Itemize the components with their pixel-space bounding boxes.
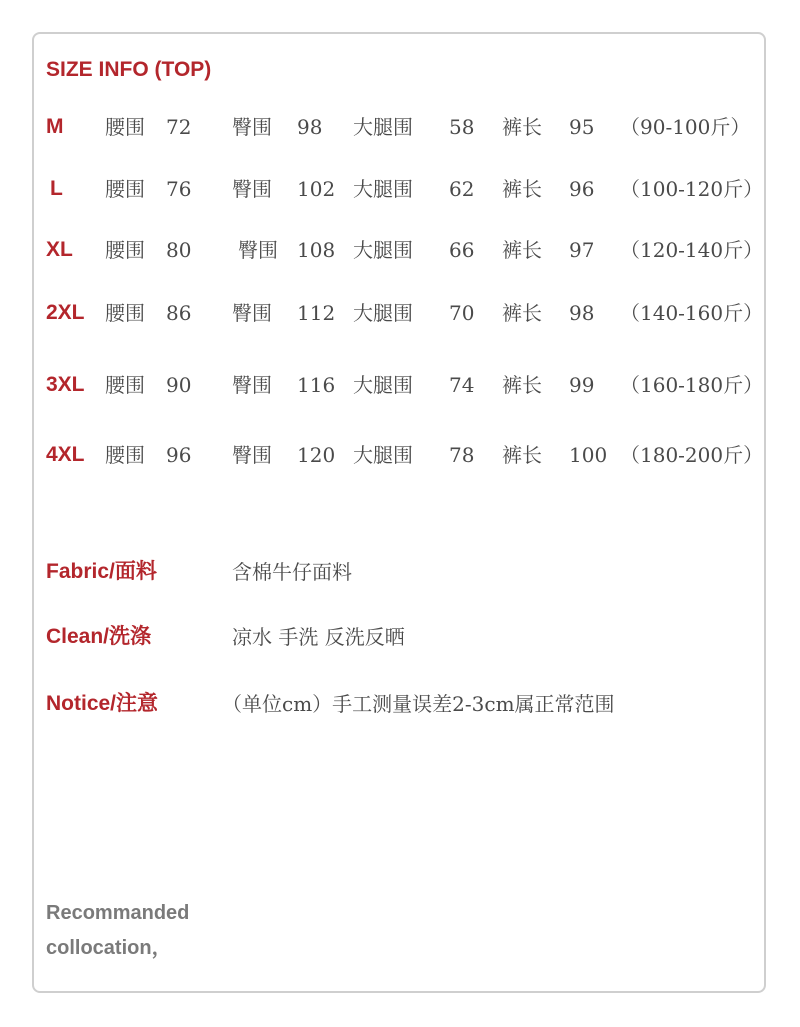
clean-value: 凉水 手洗 反洗反晒 xyxy=(232,625,405,649)
thigh-label: 大腿围 xyxy=(353,301,413,325)
thigh-label: 大腿围 xyxy=(353,373,413,397)
hip-value: 102 xyxy=(297,177,336,201)
waist-label: 腰围 xyxy=(105,373,145,397)
hip-label: 臀围 xyxy=(232,177,272,201)
notice-value: （单位cm）手工测量误差2-3cm属正常范围 xyxy=(222,692,615,716)
weight-range: （90-100斤） xyxy=(620,115,751,139)
length-value: 95 xyxy=(569,115,595,139)
hip-value: 112 xyxy=(297,301,336,325)
waist-value: 76 xyxy=(166,177,192,201)
hip-value: 116 xyxy=(297,373,336,397)
waist-label: 腰围 xyxy=(105,238,145,262)
hip-value: 120 xyxy=(297,443,336,467)
hip-value: 98 xyxy=(297,115,323,139)
size-label: L xyxy=(50,177,63,200)
waist-value: 80 xyxy=(166,238,192,262)
notice-label: Notice/注意 xyxy=(46,692,159,715)
thigh-value: 74 xyxy=(449,373,475,397)
thigh-label: 大腿围 xyxy=(353,115,413,139)
hip-label: 臀围 xyxy=(238,238,278,262)
size-info-title: SIZE INFO (TOP) xyxy=(46,58,212,81)
recommend-heading-line1: Recommanded xyxy=(46,902,190,924)
waist-label: 腰围 xyxy=(105,115,145,139)
size-row-4xl xyxy=(0,440,800,470)
length-label: 裤长 xyxy=(502,301,542,325)
length-value: 96 xyxy=(569,177,595,201)
size-label: 3XL xyxy=(46,373,85,396)
size-label: M xyxy=(46,115,64,138)
hip-label: 臀围 xyxy=(232,373,272,397)
fabric-value: 含棉牛仔面料 xyxy=(232,560,352,584)
hip-label: 臀围 xyxy=(232,115,272,139)
size-row-3xl xyxy=(0,370,800,400)
length-label: 裤长 xyxy=(502,373,542,397)
fabric-label: Fabric/面料 xyxy=(46,560,157,583)
waist-label: 腰围 xyxy=(105,301,145,325)
size-row-m xyxy=(0,112,800,142)
hip-value: 108 xyxy=(297,238,336,262)
length-value: 99 xyxy=(569,373,595,397)
size-label: 4XL xyxy=(46,443,85,466)
hip-label: 臀围 xyxy=(232,301,272,325)
weight-range: （120-140斤） xyxy=(620,238,764,262)
length-value: 100 xyxy=(569,443,608,467)
thigh-value: 66 xyxy=(449,238,475,262)
waist-value: 86 xyxy=(166,301,192,325)
size-row-l xyxy=(0,174,800,204)
clean-label: Clean/洗涤 xyxy=(46,625,152,648)
size-row-xl xyxy=(0,235,800,265)
size-label: 2XL xyxy=(46,301,85,324)
weight-range: （160-180斤） xyxy=(620,373,764,397)
thigh-value: 58 xyxy=(449,115,475,139)
thigh-label: 大腿围 xyxy=(353,177,413,201)
waist-value: 96 xyxy=(166,443,192,467)
weight-range: （100-120斤） xyxy=(620,177,764,201)
thigh-label: 大腿围 xyxy=(353,443,413,467)
length-label: 裤长 xyxy=(502,443,542,467)
size-label: XL xyxy=(46,238,73,261)
thigh-label: 大腿围 xyxy=(353,238,413,262)
waist-value: 90 xyxy=(166,373,192,397)
thigh-value: 78 xyxy=(449,443,475,467)
thigh-value: 70 xyxy=(449,301,475,325)
length-value: 97 xyxy=(569,238,595,262)
waist-label: 腰围 xyxy=(105,177,145,201)
length-label: 裤长 xyxy=(502,238,542,262)
size-row-2xl xyxy=(0,298,800,328)
weight-range: （140-160斤） xyxy=(620,301,764,325)
weight-range: （180-200斤） xyxy=(620,443,764,467)
waist-value: 72 xyxy=(166,115,192,139)
length-label: 裤长 xyxy=(502,177,542,201)
thigh-value: 62 xyxy=(449,177,475,201)
length-value: 98 xyxy=(569,301,595,325)
hip-label: 臀围 xyxy=(232,443,272,467)
recommend-heading-line2: collocation， xyxy=(46,937,172,959)
waist-label: 腰围 xyxy=(105,443,145,467)
length-label: 裤长 xyxy=(502,115,542,139)
